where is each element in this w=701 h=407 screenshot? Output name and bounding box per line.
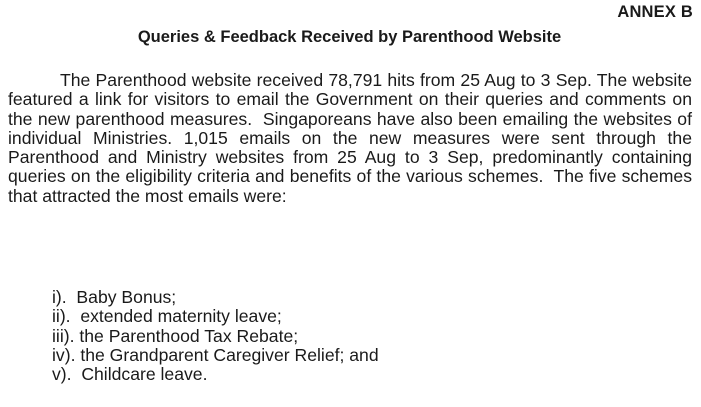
document-title: Queries & Feedback Received by Parenthood Website: [137, 28, 562, 46]
list-item: iv). the Grandparent Caregiver Relief; and: [52, 344, 379, 365]
annex-label: ANNEX B: [617, 3, 693, 21]
list-item: iii). the Parenthood Tax Rebate;: [52, 325, 299, 346]
list-item: ii). extended maternity leave;: [52, 306, 282, 327]
body-paragraph: The Parenthood website received 78,791 hits from 25 Aug to 3 Sep. The website featured a link for visitors to email the Government on their queries and comments on the new parenthood measures. Singaporeans have also been emailing the websites of individual Ministries. 1,015 emails on the new measures were sent through the Parenthood and Ministry websites from 25 Aug to 3 Sep, predominantly containing queries on the eligibility criteria and benefits of the various schemes. The five schemes that attracted the most emails were:: [8, 70, 697, 206]
list-item: i). Baby Bonus;: [52, 287, 177, 307]
scheme-list: [52, 288, 379, 384]
list-item: v). Childcare leave.: [52, 364, 208, 385]
